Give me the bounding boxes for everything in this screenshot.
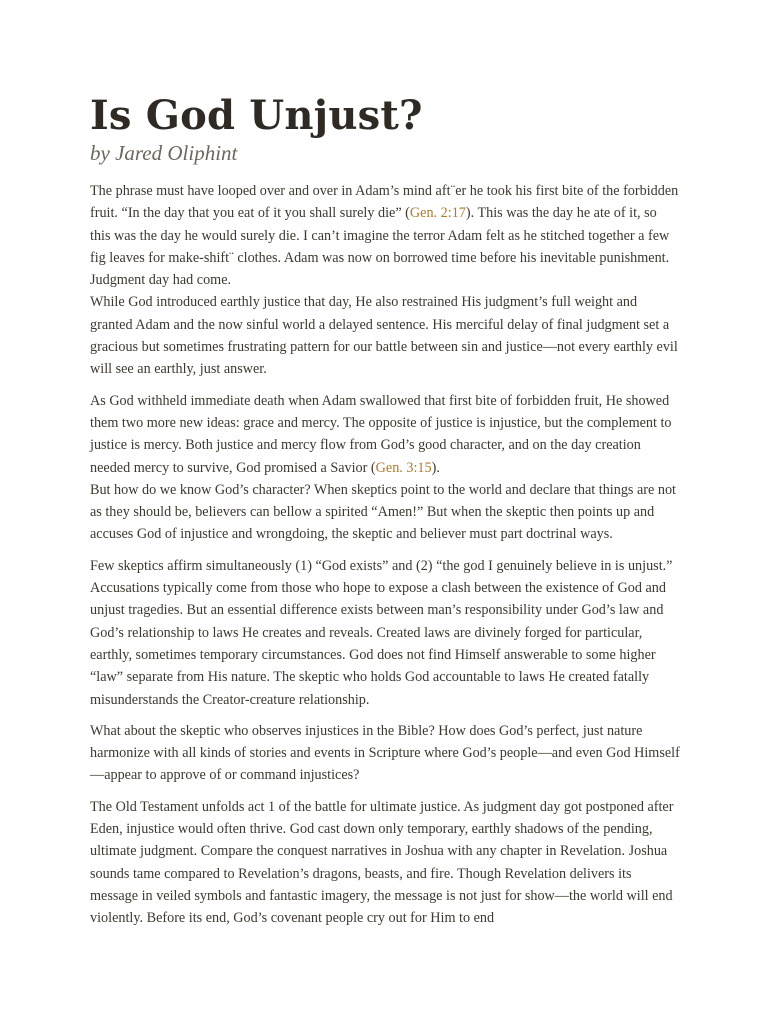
article-title: Is God Unjust? bbox=[90, 92, 423, 139]
paragraph-3-text-a: As God withheld immediate death when Adam swallowed that first bite of forbidden fruit, He showed them two more new ideas: grace and mercy. The opposite of justice is injustice, but the complement to justice is mercy. Both justice and mercy flow from God’s good character, and on the day creation needed mercy to survive, God promised a Savior ( bbox=[90, 392, 672, 476]
paragraph-3 bbox=[90, 390, 680, 479]
paragraph-5: Few skeptics affirm simultaneously (1) “God exists” and (2) “the god I genuinely believe in is unjust.” Accusations typically come from those who hope to expose a clash between the existence of God and unjust tragedies. But an essential difference exists between man’s responsibility under God’s law and God’s relationship to laws He creates and reveals. Created laws are divinely forged for particular, earthly, sometimes temporary circumstances. God does not find Himself answerable to some higher “law” separate from His nature. The skeptic who holds God accountable to laws He created fatally misunderstands the Creator-creature relationship. bbox=[90, 557, 673, 708]
paragraph-6: What about the skeptic who observes injustices in the Bible? How does God’s perfect, just nature harmonize with all kinds of stories and events in Scripture where God’s people—and even God Himself—appear to approve of or command injustices? bbox=[90, 722, 680, 784]
paragraph-2: While God introduced earthly justice that day, He also restrained His judgment’s full weight and granted Adam and the now sinful world a delayed sentence. His merciful delay of final judgment set a gracious but sometimes frustrating pattern for our battle between sin and justice—not every earthly evil will see an earthly, just answer. bbox=[90, 294, 678, 378]
paragraph-1 bbox=[90, 180, 680, 291]
article-byline: by Jared Oliphint bbox=[90, 141, 238, 165]
paragraph-4: But how do we know God’s character? When skeptics point to the world and declare that things are not as they should be, believers can bellow a spirited “Amen!” But when the skeptic then points up and accuses God of injustice and wrongdoing, the skeptic and believer must part doctrinal ways. bbox=[90, 481, 676, 543]
paragraph-7: The Old Testament unfolds act 1 of the battle for ultimate justice. As judgment day got postponed after Eden, injustice would often thrive. God cast down only temporary, earthly shadows of the pending, ultimate judgment. Compare the conquest narratives in Joshua with any chapter in Revelation. Joshua sounds tame compared to Revelation’s dragons, beasts, and fire. Though Revelation delivers its message in veiled symbols and fantastic imagery, the message is not just for show—the world will end violently. Before its end, God’s covenant people cry out for Him to end bbox=[90, 798, 674, 927]
paragraph-1-text-b: ). This was the day he ate of it, so this was the day he would surely die. I can’t imagine the terror Adam felt as he stitched together a few fig leaves for make-shift¨ clothes. Adam was now on borrowed time before his inevitable punishment. Judgment day had come. bbox=[90, 205, 670, 289]
scripture-link-gen-3-15[interactable]: Gen. 3:15 bbox=[375, 459, 432, 476]
paragraph-3-text-b: ). bbox=[431, 459, 440, 476]
scripture-link-gen-2-17[interactable]: Gen. 2:17 bbox=[409, 205, 466, 222]
paragraph-1-text-a: The phrase must have looped over and over in Adam’s mind aft¨er he took his first bite of the forbidden fruit. “In the day that you eat of it you shall surely die” ( bbox=[90, 183, 679, 222]
article bbox=[90, 92, 680, 930]
